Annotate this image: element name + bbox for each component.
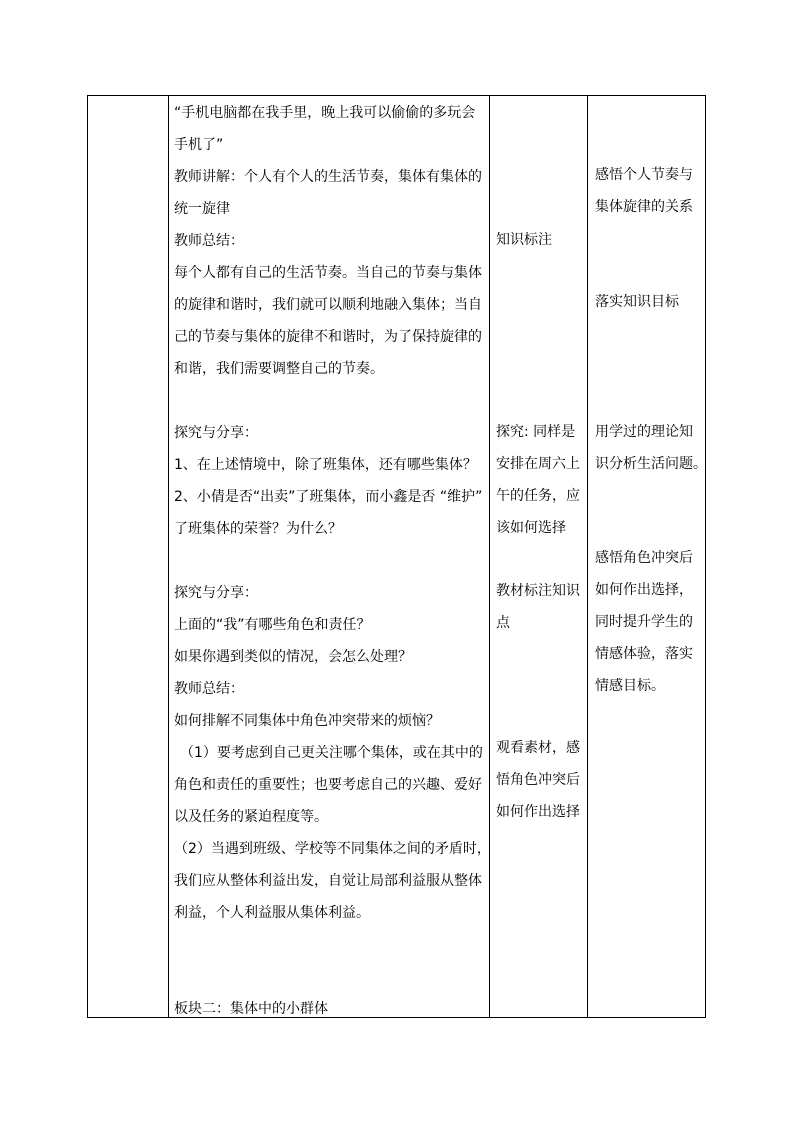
text-line: 统一旋律 [174, 201, 230, 217]
text-line: 集体旋律的关系 [595, 199, 693, 215]
design-intent-cell [595, 159, 693, 223]
lesson-plan-table [87, 95, 706, 1018]
text-line: 如何作出选择， [595, 582, 693, 598]
teaching-method-cell [496, 575, 580, 639]
text-line: 教师讲解：个人有个人的生活节奏，集体有集体的 [174, 169, 482, 185]
teaching-method-cell [496, 416, 580, 544]
text-line: （2）当遇到班级、学校等不同集体之间的矛盾时， [174, 841, 491, 857]
text-line: 用学过的理论知 [595, 424, 693, 440]
text-line: 利益，个人利益服从集体利益。 [174, 905, 370, 921]
text-line: “手机电脑都在我手里，晚上我可以偷偷的多玩会 [174, 105, 476, 121]
section-heading: 探究与分享： [174, 425, 258, 441]
text-line: 悟角色冲突后 [496, 772, 580, 788]
text-line: 教材标注知识 [496, 583, 580, 599]
text-line: 感悟个人节奏与 [595, 167, 693, 183]
text-line: 如何排解不同集体中角色冲突带来的烦恼？ [174, 713, 440, 729]
text-line: 的旋律和谐时，我们就可以顺利地融入集体；当自 [174, 297, 482, 313]
text-line: 以及任务的紧迫程度等。 [174, 809, 328, 825]
text-line: 落实知识目标 [595, 294, 679, 310]
teaching-method-cell [496, 732, 580, 828]
text-line: 安排在周六上 [496, 456, 580, 472]
text-line: 了班集体的荣誉？为什么？ [174, 521, 342, 537]
text-line: 手机了” [174, 137, 224, 153]
text-line: 午的任务，应 [496, 488, 580, 504]
text-line: 同时提升学生的 [595, 614, 693, 630]
text-line: 点 [496, 615, 510, 631]
text-line: 己的节奏与集体的旋律不和谐时，为了保持旋律的 [174, 329, 482, 345]
blank-line [174, 545, 491, 577]
text-line: 识分析生活问题。 [595, 456, 707, 472]
section-heading: 板块二：集体中的小群体 [174, 1001, 328, 1017]
blank-line [174, 385, 491, 417]
column-divider [587, 96, 588, 1017]
text-line: 1、在上述情境中，除了班集体，还有哪些集体？ [174, 457, 477, 473]
text-line: 情感目标。 [595, 678, 665, 694]
blank-line [174, 929, 491, 961]
text-line: 教师总结： [174, 233, 244, 249]
text-line: 如何作出选择 [496, 804, 580, 820]
blank-line [174, 961, 491, 993]
text-line: 上面的“我”有哪些角色和责任？ [174, 617, 371, 633]
text-line: 如果你遇到类似的情况，会怎么处理？ [174, 649, 412, 665]
text-line: 角色和责任的重要性；也要考虑自己的兴趣、爱好 [174, 777, 482, 793]
design-intent-cell [595, 416, 707, 480]
text-line: 教师总结： [174, 681, 244, 697]
text-line: （1）要考虑到自己更关注哪个集体，或在其中的 [180, 745, 483, 761]
text-line: 每个人都有自己的生活节奏。当自己的节奏与集体 [174, 265, 482, 281]
design-intent-cell [595, 542, 693, 702]
column-divider [168, 96, 169, 1017]
text-line: 观看素材，感 [496, 740, 580, 756]
text-line: 知识标注 [496, 232, 552, 248]
text-line: 感悟角色冲突后 [595, 550, 693, 566]
text-line: 和谐，我们需要调整自己的节奏。 [174, 361, 384, 377]
text-line: 我们应从整体利益出发，自觉让局部利益服从整体 [174, 873, 482, 889]
text-line: 情感体验，落实 [595, 646, 693, 662]
teaching-process-cell [174, 97, 491, 1025]
text-line: 探究: 同样是 [496, 424, 576, 440]
section-heading: 探究与分享： [174, 585, 258, 601]
text-line: 2、小倩是否“出卖”了班集体，而小鑫是否 “维护” [174, 489, 483, 505]
teaching-method-cell [496, 224, 552, 256]
text-line: 该如何选择 [496, 520, 566, 536]
design-intent-cell [595, 286, 679, 318]
